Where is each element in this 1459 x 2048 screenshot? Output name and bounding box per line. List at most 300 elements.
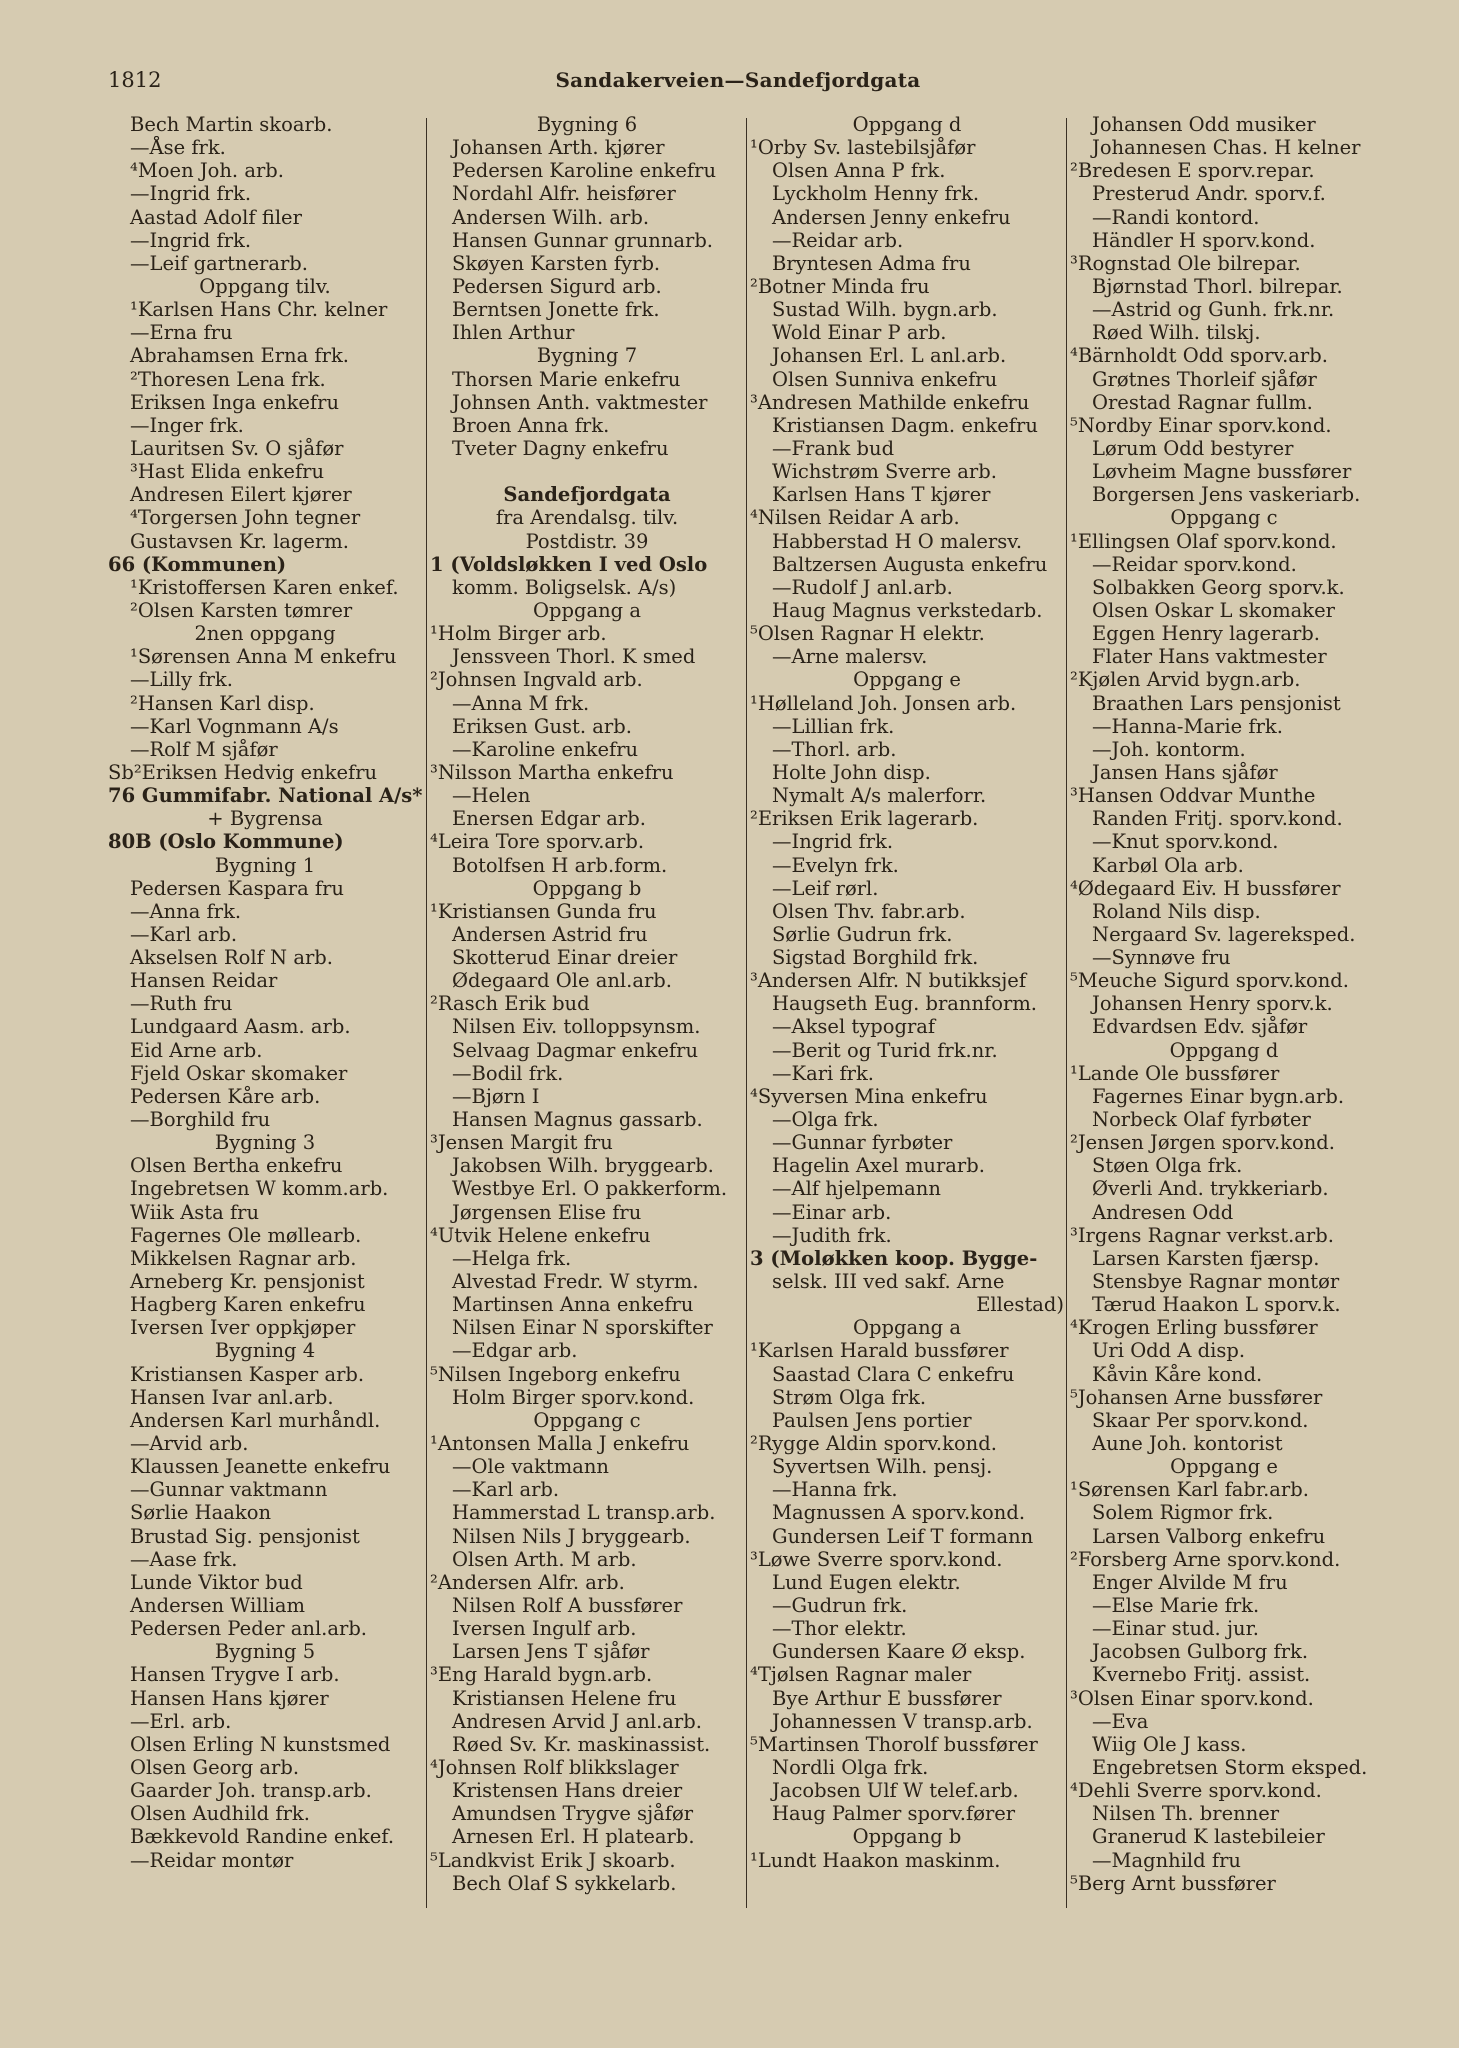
directory-entry: Solem Rigmor frk. (1092, 1501, 1274, 1525)
column-divider (1066, 118, 1067, 1908)
directory-entry: ³Jensen Margit fru (430, 1131, 613, 1155)
directory-column-4 (1070, 113, 1378, 1895)
page-number: 1812 (108, 68, 162, 92)
directory-entry: Sb²Eriksen Hedvig enkefru (108, 760, 378, 784)
directory-entry: Røed Sv. Kr. maskinassist. (452, 1732, 711, 1756)
directory-entry: Kristiansen Helene fru (452, 1686, 677, 1710)
directory-entry: Habberstad H O malersv. (772, 529, 1023, 553)
directory-entry: ³Irgens Ragnar verkst.arb. (1070, 1223, 1334, 1247)
directory-entry: Randen Fritj. sporv.kond. (1092, 807, 1343, 831)
directory-entry: Amundsen Trygve sjåfør (452, 1802, 694, 1826)
directory-entry: Nergaard Sv. lagereksped. (1092, 922, 1356, 946)
directory-entry: ³Hast Elida enkefru (130, 460, 325, 484)
directory-entry: ¹Kristoffersen Karen enkef. (130, 575, 399, 599)
directory-entry: Løvheim Magne bussfører (1092, 460, 1352, 484)
directory-entry: Kristensen Hans dreier (452, 1779, 683, 1803)
directory-entry: —Borghild fru (130, 1108, 271, 1132)
directory-entry: —Karl arb. (452, 1478, 560, 1502)
directory-entry: Olsen Thv. fabr.arb. (772, 899, 966, 923)
section-heading: Oppgang c (533, 1408, 641, 1432)
directory-entry: Flater Hans vaktmester (1092, 645, 1327, 669)
directory-entry: ⁴Johnsen Rolf blikkslager (430, 1755, 679, 1779)
directory-entry: 66 (Kommunen) (108, 552, 287, 576)
directory-entry: ⁵Olsen Ragnar H elektr. (750, 622, 985, 646)
directory-entry: ⁵Nordby Einar sporv.kond. (1070, 413, 1332, 437)
directory-entry: Syvertsen Wilh. pensj. (772, 1455, 993, 1479)
directory-entry: Skaar Per sporv.kond. (1092, 1408, 1309, 1432)
directory-entry: Skøyen Karsten fyrb. (452, 251, 661, 275)
directory-entry: —Evelyn frk. (772, 853, 899, 877)
directory-entry: —Åse frk. (130, 136, 226, 160)
directory-entry: Brustad Sig. pensjonist (130, 1524, 360, 1548)
directory-entry: Baltzersen Augusta enkefru (772, 552, 1048, 576)
directory-entry: Eriksen Inga enkefru (130, 390, 340, 414)
directory-entry: —Erna fru (130, 321, 233, 345)
directory-entry: Bækkevold Randine enkef. (130, 1825, 395, 1849)
directory-entry: Nordli Olga frk. (772, 1755, 929, 1779)
directory-entry: Johnsen Anth. vaktmester (452, 390, 708, 414)
directory-entry: Pedersen Kaspara fru (130, 876, 344, 900)
directory-entry: Westbye Erl. O pakkerform. (452, 1177, 728, 1201)
directory-entry: 76 Gummifabr. National A/s* (108, 784, 422, 808)
directory-entry: Haugseth Eug. brannform. (772, 992, 1038, 1016)
directory-entry: Olsen Arth. M arb. (452, 1547, 637, 1571)
directory-entry: ⁵Meuche Sigurd sporv.kond. (1070, 969, 1349, 993)
directory-entry: —Hanna-Marie frk. (1092, 714, 1283, 738)
directory-entry: Berntsen Jonette frk. (452, 298, 660, 322)
directory-entry: Selvaag Dagmar enkefru (452, 1038, 699, 1062)
directory-entry: Braathen Lars pensjonist (1092, 691, 1341, 715)
directory-entry: —Einar arb. (772, 1200, 892, 1224)
directory-entry: ³Nilsson Martha enkefru (430, 760, 674, 784)
directory-entry: Sigstad Borghild frk. (772, 946, 979, 970)
directory-entry: Gaarder Joh. transp.arb. (130, 1779, 372, 1803)
directory-entry: Martinsen Anna enkefru (452, 1293, 694, 1317)
directory-entry: Holm Birger sporv.kond. (452, 1385, 695, 1409)
directory-entry: —Gunnar fyrbøter (772, 1131, 953, 1155)
directory-entry: Bech Martin skoarb. (130, 113, 333, 136)
directory-entry: ¹Kristiansen Gunda fru (430, 899, 657, 923)
directory-entry: ⁴Torgersen John tegner (130, 506, 361, 530)
directory-entry: Ingebretsen W komm.arb. (130, 1177, 389, 1201)
directory-entry: —Helga frk. (452, 1246, 572, 1270)
directory-entry: Johansen Odd musiker (1092, 113, 1316, 136)
directory-entry: —Karl Vognmann A/s (130, 714, 339, 738)
directory-entry: Nordahl Alfr. heisfører (452, 182, 676, 206)
directory-entry: Enger Alvilde M fru (1092, 1570, 1288, 1594)
column-divider (426, 118, 427, 1908)
directory-entry: —Judith frk. (772, 1223, 892, 1247)
directory-entry: Roland Nils disp. (1092, 899, 1261, 923)
directory-entry: Magnussen A sporv.kond. (772, 1501, 1026, 1525)
directory-entry: Jansen Hans sjåfør (1092, 760, 1278, 784)
directory-entry: ³Løwe Sverre sporv.kond. (750, 1547, 1003, 1571)
section-heading: Postdistr. 39 (525, 529, 649, 553)
directory-entry: Andersen Wilh. arb. (452, 205, 650, 229)
directory-entry: ³Hansen Oddvar Munthe (1070, 784, 1316, 808)
directory-entry: Botolfsen H arb.form. (452, 853, 668, 877)
directory-entry: ¹Ellingsen Olaf sporv.kond. (1070, 529, 1337, 553)
directory-entry: ²Rygge Aldin sporv.kond. (750, 1432, 997, 1456)
section-heading: Oppgang d (1169, 1038, 1279, 1062)
directory-entry: Larsen Jens T sjåfør (452, 1640, 650, 1664)
section-heading: Bygning 1 (214, 853, 316, 877)
directory-entry: Wold Einar P arb. (772, 321, 947, 345)
directory-entry: Alvestad Fredr. W styrm. (452, 1270, 699, 1294)
directory-entry: Jørgensen Elise fru (452, 1200, 642, 1224)
directory-entry: Norbeck Olaf fyrbøter (1092, 1108, 1311, 1132)
directory-entry: ²Eriksen Erik lagerarb. (750, 807, 979, 831)
directory-entry: Fagernes Einar bygn.arb. (1092, 1084, 1345, 1108)
directory-entry: Eid Arne arb. (130, 1038, 263, 1062)
directory-entry: —Ole vaktmann (452, 1455, 609, 1479)
directory-entry: ⁴Tjølsen Ragnar maler (750, 1663, 972, 1687)
directory-entry: Johannessen V transp.arb. (772, 1709, 1033, 1733)
directory-entry: Grøtnes Thorleif sjåfør (1092, 367, 1317, 391)
directory-entry: Fjeld Oskar skomaker (130, 1061, 348, 1085)
directory-entry: ¹Hølleland Joh. Jonsen arb. (750, 691, 1017, 715)
directory-column-3 (750, 113, 1064, 1872)
directory-entry: Andresen Eilert kjører (130, 483, 352, 507)
directory-entry: Hansen Gunnar grunnarb. (452, 228, 714, 252)
directory-entry: Larsen Karsten fjærsp. (1092, 1246, 1320, 1270)
directory-entry: Andresen Odd (1092, 1200, 1234, 1224)
directory-entry: —Reidar arb. (772, 228, 904, 252)
directory-entry: Händler H sporv.kond. (1092, 228, 1316, 252)
directory-entry: Olsen Bertha enkefru (130, 1154, 343, 1178)
directory-entry: ⁵Johansen Arne bussfører (1070, 1385, 1323, 1409)
directory-entry: Sørlie Gudrun frk. (772, 922, 953, 946)
directory-entry: ⁴Moen Joh. arb. (130, 159, 284, 183)
directory-entry: Uri Odd A disp. (1092, 1339, 1246, 1363)
directory-entry: Larsen Valborg enkefru (1092, 1524, 1326, 1548)
directory-entry: —Inger frk. (130, 413, 244, 437)
directory-entry: —Gudrun frk. (772, 1594, 908, 1617)
section-heading: Oppgang a (853, 1316, 961, 1340)
directory-entry: ⁵Berg Arnt bussfører (1070, 1871, 1276, 1895)
directory-entry: —Randi kontord. (1092, 205, 1260, 229)
directory-entry: —Rudolf J anl.arb. (772, 575, 953, 599)
directory-entry: Kristiansen Kasper arb. (130, 1362, 365, 1386)
directory-entry: Strøm Olga frk. (772, 1385, 927, 1409)
directory-entry: Jenssveen Thorl. K smed (452, 645, 696, 669)
directory-entry: Johansen Henry sporv.k. (1092, 992, 1333, 1016)
directory-entry: —Ingrid frk. (130, 228, 252, 252)
directory-entry: Johansen Erl. L anl.arb. (772, 344, 1007, 368)
section-heading: Oppgang a (533, 598, 641, 622)
directory-entry: Gundersen Kaare Ø eksp. (772, 1640, 1026, 1664)
directory-entry: Andersen Karl murhåndl. (130, 1408, 381, 1432)
directory-entry: Bryntesen Adma fru (772, 251, 971, 275)
directory-entry: Røed Wilh. tilskj. (1092, 321, 1261, 345)
directory-entry: Hagelin Axel murarb. (772, 1154, 985, 1178)
directory-entry: —Thor elektr. (772, 1617, 907, 1641)
directory-entry: —Ingrid frk. (772, 830, 894, 854)
directory-entry: ¹Antonsen Malla J enkefru (430, 1432, 690, 1456)
directory-entry: Hagberg Karen enkefru (130, 1293, 366, 1317)
directory-entry: ³Eng Harald bygn.arb. (430, 1663, 653, 1687)
directory-entry: Eriksen Gust. arb. (452, 714, 632, 738)
directory-entry: ²Olsen Karsten tømrer (130, 598, 353, 622)
directory-entry: Mikkelsen Ragnar arb. (130, 1246, 357, 1270)
directory-entry: Johansen Arth. kjører (452, 136, 665, 160)
directory-entry: —Arvid arb. (130, 1432, 249, 1456)
page-header (108, 68, 1368, 108)
directory-entry: Nilsen Einar N sporskifter (452, 1316, 713, 1340)
directory-entry: Hansen Ivar anl.arb. (130, 1385, 334, 1409)
directory-entry: —Erl. arb. (130, 1709, 232, 1733)
directory-entry: Nilsen Eiv. tolloppsynsm. (452, 1015, 701, 1039)
directory-entry: Pedersen Karoline enkefru (452, 159, 717, 183)
entry-continuation: Ellestad) (976, 1293, 1064, 1317)
directory-entry: ⁴Dehli Sverre sporv.kond. (1070, 1779, 1322, 1803)
directory-entry: —Frank bud (772, 436, 895, 460)
directory-entry: Hansen Magnus gassarb. (452, 1108, 703, 1132)
directory-entry: —Hanna frk. (772, 1478, 898, 1502)
directory-entry: selsk. III ved sakf. Arne (772, 1270, 1005, 1294)
directory-page (78, 58, 1378, 1918)
directory-entry: Engebretsen Storm eksped. (1092, 1755, 1368, 1779)
directory-entry: Andersen William (130, 1594, 306, 1617)
directory-entry: Solbakken Georg sporv.k. (1092, 575, 1345, 599)
directory-entry: Arneberg Kr. pensjonist (130, 1270, 365, 1294)
directory-entry: ³Rognstad Ole bilrepar. (1070, 251, 1301, 275)
directory-entry: Lundgaard Aasm. arb. (130, 1015, 351, 1039)
directory-entry: Tærud Haakon L sporv.k. (1092, 1293, 1341, 1317)
directory-entry: ⁴Leira Tore sporv.arb. (430, 830, 645, 854)
directory-entry: —Ruth fru (130, 992, 233, 1016)
directory-entry: Jakobsen Wilh. bryggearb. (452, 1154, 714, 1178)
directory-entry: —Aksel typograf (772, 1015, 936, 1039)
directory-entry: ¹Sørensen Anna M enkefru (130, 645, 397, 669)
directory-entry: ¹Sørensen Karl fabr.arb. (1070, 1478, 1309, 1502)
section-heading: Sandefjordgata (503, 483, 671, 507)
section-heading: + Bygrensa (207, 807, 323, 831)
directory-entry: Andersen Astrid fru (452, 922, 648, 946)
directory-entry: ²Rasch Erik bud (430, 992, 590, 1016)
section-heading: Bygning 7 (536, 344, 638, 368)
directory-entry: —Alf hjelpemann (772, 1177, 941, 1201)
directory-entry: 3 (Moløkken koop. Bygge- (750, 1246, 1038, 1270)
directory-entry: Saastad Clara C enkefru (772, 1362, 1015, 1386)
directory-entry: komm. Boligselsk. A/s) (452, 575, 677, 599)
directory-entry: —Lilly frk. (130, 668, 233, 692)
directory-entry: Klaussen Jeanette enkefru (130, 1455, 391, 1479)
directory-entry: Paulsen Jens portier (772, 1408, 972, 1432)
directory-entry: Ihlen Arthur (452, 321, 575, 345)
directory-entry: Pedersen Sigurd arb. (452, 274, 662, 298)
directory-entry: Akselsen Rolf N arb. (130, 946, 333, 970)
directory-entry: —Gunnar vaktmann (130, 1478, 328, 1502)
directory-entry: Enersen Edgar arb. (452, 807, 646, 831)
directory-entry: ²Forsberg Arne sporv.kond. (1070, 1547, 1341, 1571)
section-heading: Oppgang d (852, 113, 962, 136)
directory-entry: ²Botner Minda fru (750, 274, 930, 298)
directory-entry: Nilsen Nils J bryggearb. (452, 1524, 691, 1548)
directory-entry: —Reidar montør (130, 1848, 294, 1872)
directory-entry: Skotterud Einar dreier (452, 946, 678, 970)
directory-entry: —Anna M frk. (452, 691, 590, 715)
directory-entry: Olsen Erling N kunstsmed (130, 1732, 391, 1756)
directory-entry: Gustavsen Kr. lagerm. (130, 529, 349, 553)
directory-column-2 (430, 113, 744, 1895)
directory-entry: Iversen Ingulf arb. (452, 1617, 637, 1641)
directory-entry: Tveter Dagny enkefru (452, 436, 669, 460)
directory-entry: Olsen Audhild frk. (130, 1802, 310, 1826)
directory-entry: —Synnøve fru (1092, 946, 1231, 970)
directory-entry: ³Olsen Einar sporv.kond. (1070, 1686, 1314, 1710)
directory-entry: Lørum Odd bestyrer (1092, 436, 1294, 460)
directory-entry: —Joh. kontorm. (1092, 737, 1246, 761)
directory-entry: Holte John disp. (772, 760, 931, 784)
section-heading: fra Arendalsg. tilv. (495, 506, 679, 530)
directory-entry: Andresen Arvid J anl.arb. (452, 1709, 702, 1733)
section-heading: Oppgang e (1170, 1455, 1278, 1479)
column-divider (746, 118, 747, 1908)
directory-entry: ⁴Bärnholdt Odd sporv.arb. (1070, 344, 1328, 368)
directory-entry: 1 (Voldsløkken I ved Oslo (430, 552, 708, 576)
directory-entry: Kristiansen Dagm. enkefru (772, 413, 1038, 437)
directory-entry: ²Thoresen Lena frk. (130, 367, 326, 391)
directory-entry: Orestad Ragnar fullm. (1092, 390, 1313, 414)
directory-entry: —Kari frk. (772, 1061, 875, 1085)
directory-entry: —Arne malersv. (772, 645, 928, 669)
directory-entry: ⁴Krogen Erling bussfører (1070, 1316, 1318, 1340)
directory-entry: ¹Karlsen Hans Chr. kelner (130, 298, 388, 322)
section-heading: Bygning 4 (214, 1339, 316, 1363)
directory-entry: ²Kjølen Arvid bygn.arb. (1070, 668, 1301, 692)
directory-entry: Lunde Viktor bud (130, 1570, 303, 1594)
directory-entry: —Einar stud. jur. (1092, 1617, 1259, 1641)
directory-entry: —Berit og Turid frk.nr. (772, 1038, 998, 1062)
directory-entry: ²Jensen Jørgen sporv.kond. (1070, 1131, 1335, 1155)
directory-entry: ⁴Nilsen Reidar A arb. (750, 506, 960, 530)
directory-entry: ⁴Utvik Helene enkefru (430, 1223, 651, 1247)
directory-entry: Aastad Adolf filer (130, 205, 302, 229)
directory-entry: Olsen Oskar L skomaker (1092, 598, 1335, 622)
directory-entry: Borgersen Jens vaskeriarb. (1092, 483, 1361, 507)
section-heading: 2nen oppgang (194, 622, 336, 646)
directory-entry: —Edgar arb. (452, 1339, 578, 1363)
directory-entry: ⁴Syversen Mina enkefru (750, 1084, 988, 1108)
directory-entry: Eggen Henry lagerarb. (1092, 622, 1320, 646)
directory-entry: Haug Palmer sporv.fører (772, 1802, 1016, 1826)
directory-entry: —Bodil frk. (452, 1061, 564, 1085)
directory-entry: ⁵Landkvist Erik J skoarb. (430, 1848, 676, 1872)
directory-entry: Bech Olaf S sykkelarb. (452, 1871, 677, 1895)
directory-entry: Sustad Wilh. bygn.arb. (772, 298, 998, 322)
directory-entry: Olsen Sunniva enkefru (772, 367, 998, 391)
directory-entry: —Aase frk. (130, 1547, 238, 1571)
directory-entry: Pedersen Kåre arb. (130, 1084, 321, 1108)
directory-entry: Kvernebo Fritj. assist. (1092, 1663, 1311, 1687)
directory-entry: Lauritsen Sv. O sjåfør (130, 436, 344, 460)
directory-entry: 80B (Oslo Kommune) (108, 830, 344, 854)
directory-entry: —Bjørn I (452, 1084, 540, 1108)
section-heading: Oppgang e (853, 668, 961, 692)
directory-entry: —Helen (452, 784, 531, 808)
directory-entry: Johannesen Chas. H kelner (1092, 136, 1361, 160)
directory-entry: —Lillian frk. (772, 714, 895, 738)
directory-entry: Granerud K lastebileier (1092, 1825, 1325, 1849)
directory-entry: —Karl arb. (130, 922, 238, 946)
directory-entry: Haug Magnus verkstedarb. (772, 598, 1043, 622)
directory-column-1 (108, 113, 422, 1872)
directory-entry: —Karoline enkefru (452, 737, 639, 761)
directory-entry: Wiik Asta fru (130, 1200, 260, 1224)
directory-entry: Olsen Anna P frk. (772, 159, 946, 183)
directory-entry: Nilsen Th. brenner (1092, 1802, 1280, 1826)
directory-entry: ²Bredesen E sporv.repar. (1070, 159, 1315, 183)
directory-entry: Kåvin Kåre kond. (1092, 1362, 1263, 1386)
directory-entry: Arnesen Erl. H platearb. (452, 1825, 695, 1849)
directory-entry: —Olga frk. (772, 1108, 879, 1132)
directory-entry: Presterud Andr. sporv.f. (1092, 182, 1326, 206)
section-heading: Oppgang b (852, 1825, 962, 1849)
directory-entry: —Knut sporv.kond. (1092, 830, 1279, 854)
directory-entry: Nymalt A/s malerforr. (772, 784, 987, 808)
directory-entry: —Leif rørl. (772, 876, 879, 900)
directory-entry: Lund Eugen elektr. (772, 1570, 961, 1594)
directory-entry: Jacobsen Gulborg frk. (1092, 1640, 1309, 1664)
directory-entry: —Else Marie frk. (1092, 1594, 1260, 1617)
directory-entry: Edvardsen Edv. sjåfør (1092, 1015, 1308, 1039)
directory-entry: ²Johnsen Ingvald arb. (430, 668, 643, 692)
directory-entry: Aune Joh. kontorist (1092, 1432, 1283, 1456)
directory-entry: ¹Karlsen Harald bussfører (750, 1339, 1009, 1363)
directory-entry: Pedersen Peder anl.arb. (130, 1617, 368, 1641)
section-heading (430, 460, 744, 483)
directory-entry: Karbøl Ola arb. (1092, 853, 1244, 877)
directory-entry: Støen Olga frk. (1092, 1154, 1243, 1178)
directory-entry: Gundersen Leif T formann (772, 1524, 1034, 1548)
directory-entry: Iversen Iver oppkjøper (130, 1316, 356, 1340)
directory-entry: Bye Arthur E bussfører (772, 1686, 1002, 1710)
directory-entry: ²Hansen Karl disp. (130, 691, 315, 715)
directory-entry: ³Andresen Mathilde enkefru (750, 390, 1030, 414)
section-heading: Oppgang tilv. (199, 274, 331, 298)
directory-entry: ⁵Nilsen Ingeborg enkefru (430, 1362, 681, 1386)
directory-entry: Wichstrøm Sverre arb. (772, 460, 997, 484)
section-heading: Oppgang c (1170, 506, 1278, 530)
directory-entry: Hansen Trygve I arb. (130, 1663, 340, 1687)
directory-entry: —Magnhild fru (1092, 1848, 1241, 1872)
directory-entry: Stensbye Ragnar montør (1092, 1270, 1340, 1294)
directory-entry: —Leif gartnerarb. (130, 251, 308, 275)
directory-entry: Ødegaard Ole anl.arb. (452, 969, 672, 993)
directory-entry: —Reidar sporv.kond. (1092, 552, 1297, 576)
directory-entry: Abrahamsen Erna frk. (130, 344, 349, 368)
directory-entry: Thorsen Marie enkefru (452, 367, 681, 391)
directory-entry: Broen Anna frk. (452, 413, 610, 437)
directory-entry: ⁵Martinsen Thorolf bussfører (750, 1732, 1038, 1756)
directory-entry: Andersen Jenny enkefru (772, 205, 1011, 229)
directory-entry: ¹Lande Ole bussfører (1070, 1061, 1280, 1085)
directory-entry: —Eva (1092, 1709, 1149, 1733)
directory-entry: ¹Lundt Haakon maskinm. (750, 1848, 1001, 1872)
directory-entry: Hansen Reidar (130, 969, 278, 993)
directory-entry: —Astrid og Gunh. frk.nr. (1092, 298, 1335, 322)
directory-entry: —Rolf M sjåfør (130, 737, 278, 761)
directory-entry: Olsen Georg arb. (130, 1755, 300, 1779)
page-title: Sandakerveien—Sandefjordgata (555, 68, 921, 92)
directory-entry: ¹Orby Sv. lastebilsjåfør (750, 136, 976, 160)
directory-entry: Wiig Ole J kass. (1092, 1732, 1247, 1756)
directory-entry: —Thorl. arb. (772, 737, 897, 761)
directory-entry: ³Andersen Alfr. N butikksjef (750, 969, 1027, 993)
directory-entry: Karlsen Hans T kjører (772, 483, 991, 507)
directory-entry: Jacobsen Ulf W telef.arb. (772, 1779, 1019, 1803)
